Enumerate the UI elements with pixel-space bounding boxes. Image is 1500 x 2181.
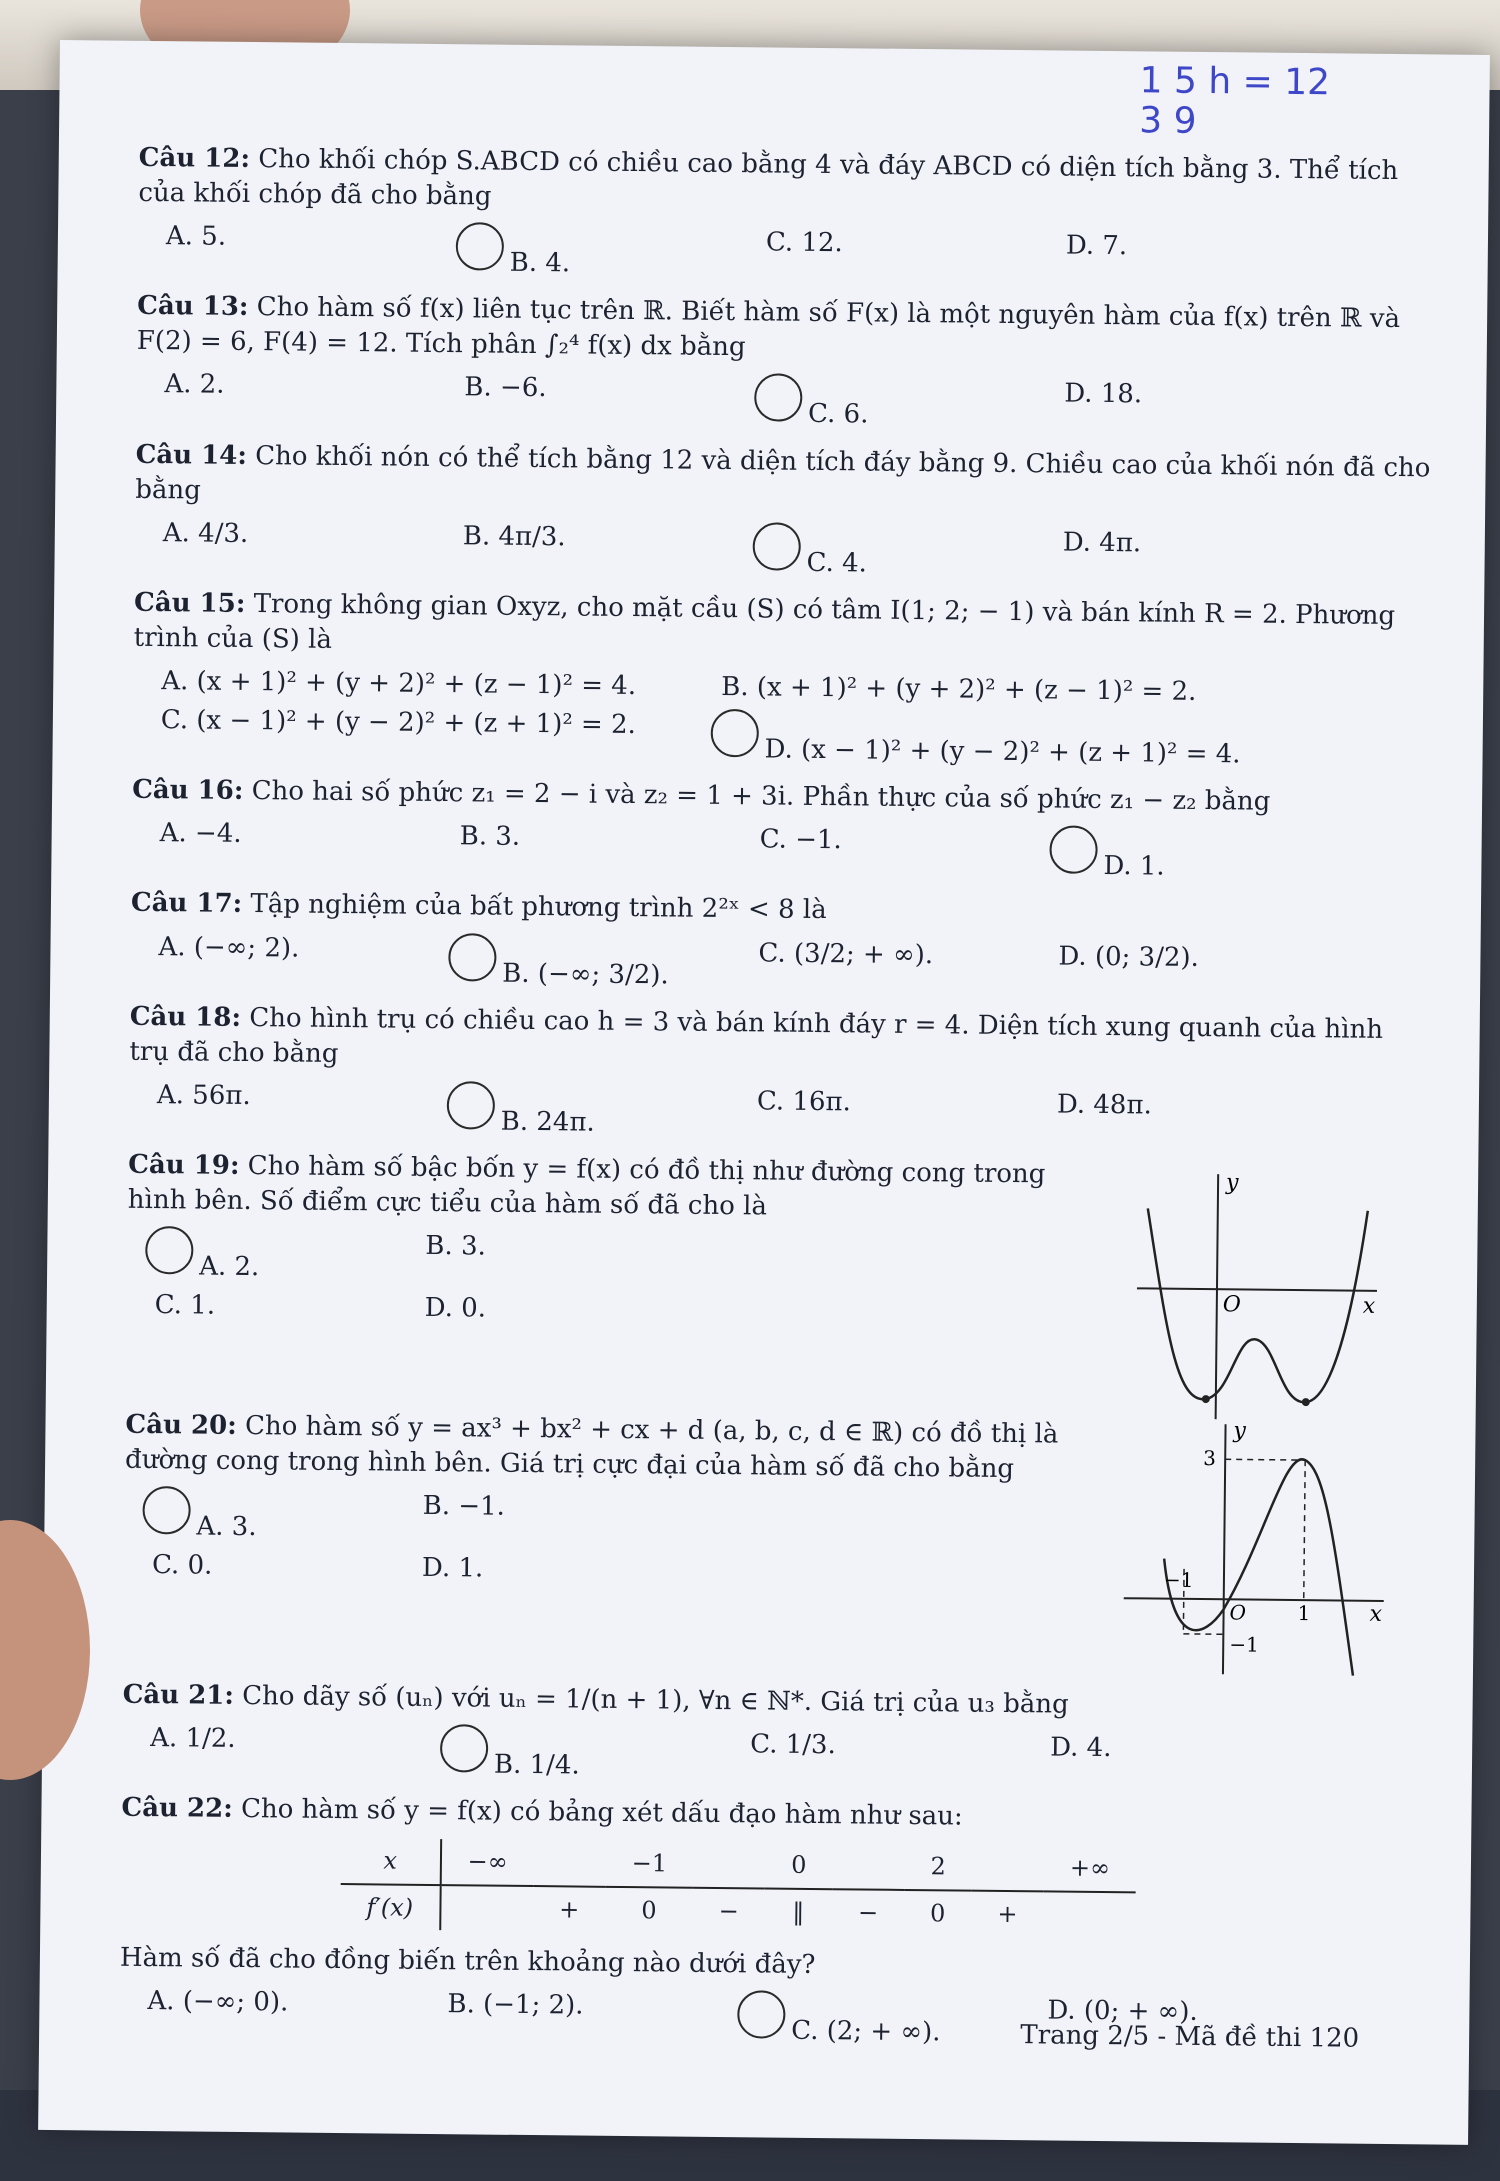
option-a: A. 4/3. <box>162 517 249 549</box>
question-13 <box>136 289 1437 441</box>
x-value: −∞ <box>440 1839 534 1885</box>
answer-circle <box>752 522 801 571</box>
question-21 <box>122 1678 1423 1795</box>
sign: 0 <box>641 1895 657 1924</box>
tick-3: 3 <box>1203 1445 1217 1471</box>
x-value: +∞ <box>1044 1846 1137 1892</box>
question-14 <box>134 437 1435 589</box>
question-label: Câu 18: <box>129 1001 242 1033</box>
question-text: Cho hàm số y = ax³ + bx² + cx + d (a, b, c, d ∈ ℝ) có đồ thị là đường cong trong hình bên. Giá trị cực đại của hàm số đã cho bằng <box>124 1410 1059 1485</box>
answer-circle <box>142 1486 191 1535</box>
answer-circle <box>1049 826 1098 875</box>
option-d: D. 4π. <box>1062 527 1142 559</box>
sign: − <box>718 1896 739 1925</box>
x-axis <box>1137 1288 1377 1291</box>
answer-circle <box>737 1990 786 2039</box>
option-b: B. −6. <box>464 372 547 404</box>
x-value: 2 <box>904 1844 972 1890</box>
option-c: C. 16π. <box>756 1086 852 1118</box>
origin-label: O <box>1229 1600 1247 1625</box>
tick-neg1-y: −1 <box>1229 1632 1259 1657</box>
answer-circle <box>447 1081 496 1130</box>
question-text: Trong không gian Oxyz, cho mặt cầu (S) có tâm I(1; 2; − 1) và bán kính R = 2. Phương trình của (S) là <box>133 588 1396 655</box>
handwriting-note: 1 5 h = 12 3 9 <box>1139 60 1331 142</box>
option-d: D. 48π. <box>1056 1089 1152 1121</box>
answer-circle <box>456 222 505 271</box>
option-d: D. 7. <box>1065 230 1128 262</box>
question-18 <box>129 999 1430 1151</box>
answer-circle <box>145 1226 194 1275</box>
option-a: A. 56π. <box>156 1079 251 1111</box>
option-d: D. (x − 1)² + (y − 2)² + (z + 1)² = 4. <box>720 707 1281 775</box>
x-label: x <box>1369 1601 1383 1627</box>
question-12 <box>138 141 1439 293</box>
quartic-curve <box>1146 1208 1368 1402</box>
exam-page <box>38 40 1490 2145</box>
answer-circle <box>448 933 497 982</box>
question-label: Câu 22: <box>121 1792 233 1824</box>
x-axis <box>1124 1598 1384 1601</box>
question-16 <box>131 773 1432 890</box>
question-19 <box>126 1148 1376 1408</box>
option-d: D. 0. <box>424 1293 487 1324</box>
question-followup: Hàm số đã cho đồng biến trên khoảng nào dưới đây? <box>119 1942 816 1980</box>
option-d: D. 18. <box>1064 379 1143 410</box>
question-label: Câu 16: <box>131 775 244 807</box>
option-b: B. 3. <box>425 1230 486 1262</box>
option-a: A. 2. <box>155 1224 426 1289</box>
question-17 <box>130 886 1431 1003</box>
question-label: Câu 15: <box>133 587 246 619</box>
y-label: y <box>1233 1418 1247 1444</box>
option-b: B. (−∞; 3/2). <box>458 931 759 996</box>
question-20 <box>123 1408 1383 1678</box>
option-a: A. −4. <box>159 818 242 850</box>
cubic-curve <box>1163 1458 1355 1676</box>
option-b: B. 4π/3. <box>462 520 566 553</box>
option-a: A. (−∞; 2). <box>158 931 300 964</box>
x-label: x <box>1362 1293 1376 1319</box>
tick-neg1-x: −1 <box>1163 1567 1194 1592</box>
min-point <box>1202 1395 1210 1403</box>
sign: + <box>559 1894 580 1924</box>
x-value: −1 <box>606 1841 694 1887</box>
y-axis <box>1216 1174 1219 1419</box>
option-d: D. 4. <box>1050 1732 1112 1764</box>
question-label: Câu 21: <box>122 1679 235 1711</box>
sign: + <box>997 1899 1018 1928</box>
answer-circle <box>754 374 803 423</box>
sign-table <box>340 1838 1136 1937</box>
question-label: Câu 20: <box>125 1409 237 1441</box>
option-a: A. 2. <box>164 369 225 401</box>
question-label: Câu 13: <box>137 291 249 323</box>
question-text: Cho hàm số bậc bốn y = f(x) có đồ thị như đường cong trong hình bên. Số điểm cực tiểu của hàm số đã cho là <box>127 1150 1046 1222</box>
option-a: A. 5. <box>165 221 227 252</box>
question-label: Câu 12: <box>138 142 251 174</box>
option-b: B. −1. <box>422 1490 506 1522</box>
question-text: Cho hai số phức z₁ = 2 − i và z₂ = 1 + 3i. Phần thực của số phức z₁ − z₂ bằng <box>251 776 1271 817</box>
option-c: C. 1/3. <box>750 1729 836 1761</box>
option-a: A. 3. <box>152 1484 423 1549</box>
option-d: D. 1. <box>1059 824 1360 889</box>
option-d: D. 1. <box>421 1553 484 1584</box>
sign: 0 <box>929 1898 946 1927</box>
origin-label: O <box>1222 1292 1241 1318</box>
answer-circle <box>711 709 760 758</box>
option-b: B. 1/4. <box>450 1722 751 1787</box>
question-text: Tập nghiệm của bất phương trình 2²ˣ < 8 là <box>250 889 827 926</box>
option-c: C. 1. <box>154 1290 216 1321</box>
question-text: Cho hình trụ có chiều cao h = 3 và bán kính đáy r = 4. Diện tích xung quanh của hình trụ đã cho bằng <box>129 1002 1384 1069</box>
sign: − <box>857 1898 879 1927</box>
option-c: C. 12. <box>765 227 843 259</box>
x-value: 0 <box>765 1843 833 1889</box>
option-c: C. (3/2; + ∞). <box>758 937 934 970</box>
x-row-label: x <box>341 1838 441 1884</box>
question-text: Cho khối nón có thể tích bằng 12 và diện tích đáy bằng 9. Chiều cao của khối nón đã cho bằng <box>135 440 1431 506</box>
option-c: C. (2; + ∞). <box>747 1988 1048 2053</box>
min-point <box>1302 1398 1310 1406</box>
option-a: A. (−∞; 0). <box>147 1986 289 2018</box>
option-b: B. (−1; 2). <box>447 1989 584 2021</box>
tick-1: 1 <box>1297 1600 1311 1626</box>
quartic-graph <box>1126 1168 1389 1431</box>
y-label: y <box>1225 1170 1239 1196</box>
cubic-graph <box>1113 1418 1396 1681</box>
question-text: Cho dãy số (uₙ) với uₙ = 1/(n + 1), ∀n ∈ ℕ*. Giá trị của u₃ bằng <box>242 1680 1069 1720</box>
option-b: B. 4. <box>465 220 766 285</box>
option-b: B. (x + 1)² + (y + 2)² + (z − 1)² = 2. <box>721 671 1197 707</box>
option-d: D. (0; 3/2). <box>1058 941 1200 973</box>
option-d: D. (0; + ∞). <box>1047 1995 1198 2028</box>
option-c: C. 4. <box>762 520 1063 585</box>
option-a: A. (x + 1)² + (y + 2)² + (z − 1)² = 4. <box>161 666 637 702</box>
page-content <box>119 141 1439 2068</box>
option-b: B. 3. <box>459 821 521 853</box>
question-text: Cho khối chóp S.ABCD có chiều cao bằng 4 và đáy ABCD có diện tích bằng 3. Thể tích của khối chóp đã cho bằng <box>138 144 1399 212</box>
option-c: C. −1. <box>759 824 842 856</box>
question-label: Câu 19: <box>128 1149 240 1181</box>
answer-circle <box>440 1724 489 1773</box>
sign: ‖ <box>792 1897 805 1926</box>
option-b: B. 24π. <box>456 1079 757 1144</box>
question-label: Câu 17: <box>130 888 243 920</box>
fp-row-label: f′(x) <box>340 1884 440 1930</box>
question-text: Cho hàm số y = f(x) có bảng xét dấu đạo hàm như sau: <box>240 1794 963 1832</box>
question-22 <box>119 1791 1422 2058</box>
option-a: A. 1/2. <box>150 1723 236 1754</box>
option-c: C. 6. <box>764 372 1065 437</box>
page-footer: Trang 2/5 - Mã đề thi 120 <box>1020 2020 1360 2054</box>
option-c: C. 0. <box>151 1550 213 1581</box>
question-text: Cho hàm số f(x) liên tục trên ℝ. Biết hàm số F(x) là một nguyên hàm của f(x) trên ℝ và F(2) = 6, F(4) = 12. Tích phân ∫₂⁴ f(x) dx bằng <box>136 292 1401 363</box>
y-axis <box>1223 1424 1226 1674</box>
question-label: Câu 14: <box>135 439 248 471</box>
question-15 <box>132 586 1434 777</box>
option-c: C. (x − 1)² + (y − 2)² + (z + 1)² = 2. <box>160 705 637 741</box>
